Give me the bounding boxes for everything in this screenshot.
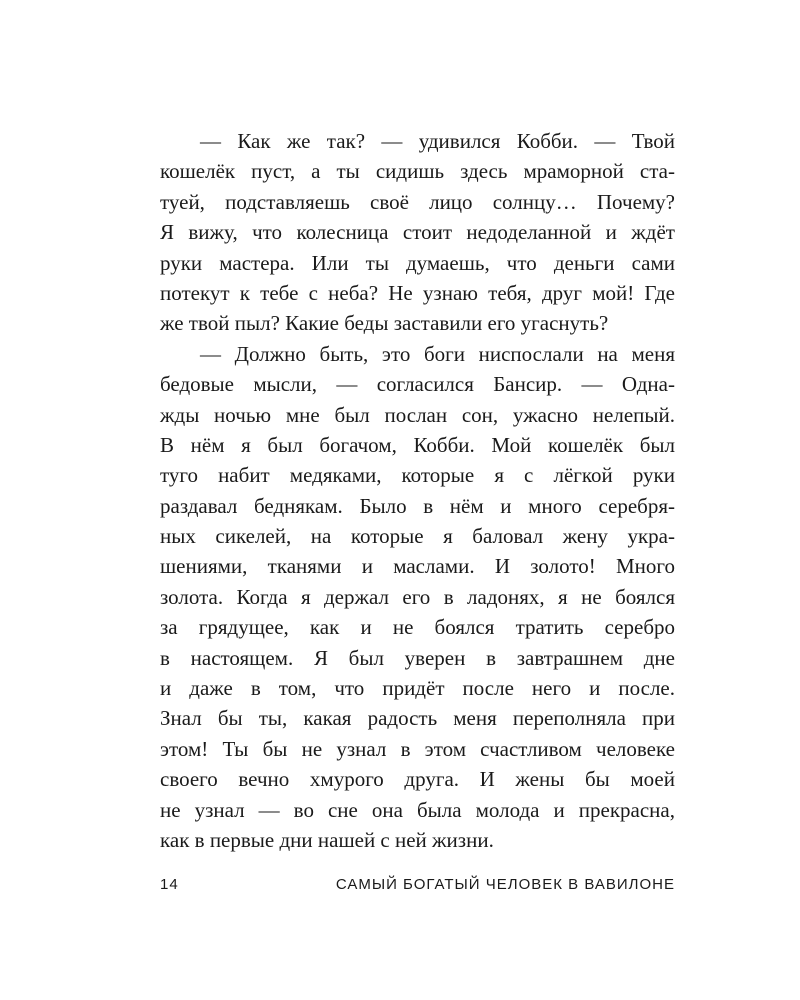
body-text xyxy=(160,126,675,855)
text-line: в настоящем. Я был уверен в завтрашнем дне xyxy=(160,645,675,670)
text-line: В нём я был богачом, Кобби. Мой кошелёк был xyxy=(160,432,675,457)
text-line: туго набит медяками, которые я с лёгкой руки xyxy=(160,463,675,488)
text-line: руки мастера. Или ты думаешь, что деньги сами xyxy=(160,250,675,275)
text-line: Знал бы ты, какая радость меня переполняла при xyxy=(160,706,675,731)
text-line: — Должно быть, это боги ниспослали на меня xyxy=(200,341,675,366)
text-line: этом! Ты бы не узнал в этом счастливом человеке xyxy=(160,736,675,761)
text-line: Я вижу, что колесница стоит недоделанной и ждёт xyxy=(160,220,675,245)
text-line: золота. Когда я держал его в ладонях, я не боялся xyxy=(160,584,675,609)
text-line: за грядущее, как и не боялся тратить серебро xyxy=(160,615,675,640)
text-line: жды ночью мне был послан сон, ужасно нелепый. xyxy=(160,402,675,427)
page-number: 14 xyxy=(160,876,179,893)
text-line: и даже в том, что придёт после него и после. xyxy=(160,676,675,701)
text-line: же твой пыл? Какие беды заставили его угаснуть? xyxy=(160,311,609,336)
page-footer xyxy=(160,876,675,898)
text-line: своего вечно хмурого друга. И жены бы моей xyxy=(160,767,675,792)
text-line: раздавал беднякам. Было в нём и много серебря- xyxy=(160,493,675,518)
text-line: потекут к тебе с неба? Не узнаю тебя, друг мой! Где xyxy=(160,280,675,305)
text-line: шениями, тканями и маслами. И золото! Много xyxy=(160,554,675,579)
running-title: САМЫЙ БОГАТЫЙ ЧЕЛОВЕК В ВАВИЛОНЕ xyxy=(335,876,675,893)
text-line: кошелёк пуст, а ты сидишь здесь мраморной ста- xyxy=(160,159,675,184)
text-line: не узнал — во сне она была молода и прекрасна, xyxy=(160,797,675,822)
text-line: туей, подставляешь своё лицо солнцу… Почему? xyxy=(160,189,675,214)
text-line: ных сикелей, на которые я баловал жену укра- xyxy=(160,524,675,549)
text-line: — Как же так? — удивился Кобби. — Твой xyxy=(200,129,675,153)
text-line: как в первые дни нашей с ней жизни. xyxy=(160,827,494,852)
text-line: бедовые мысли, — согласился Бансир. — Однa- xyxy=(160,372,675,397)
